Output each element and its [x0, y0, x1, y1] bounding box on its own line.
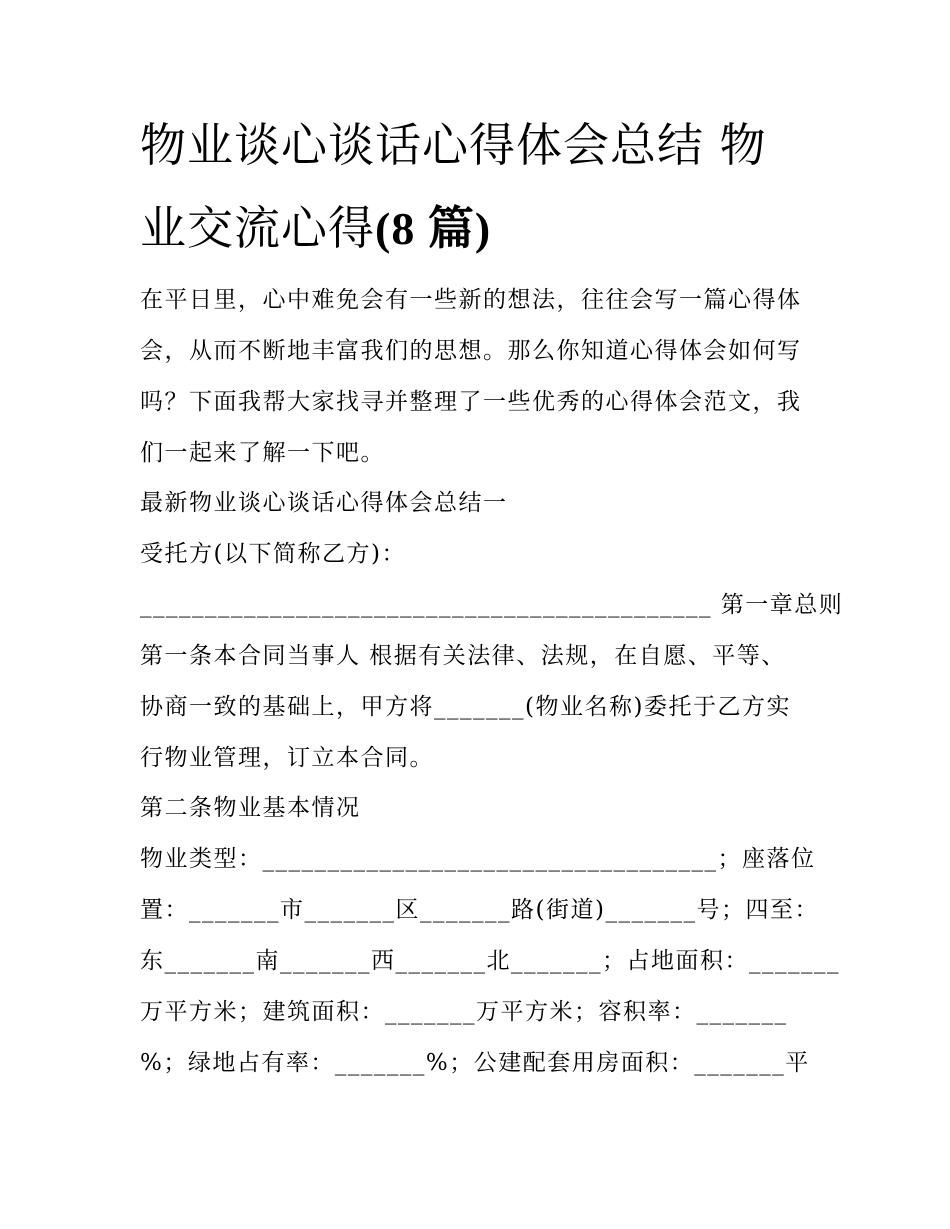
- body-line: 第二条物业基本情况: [140, 795, 361, 821]
- body-line: 置：_______市_______区_______路(街道)_______号；四至：: [140, 897, 819, 923]
- title-text-1: 物业谈心谈话心得体会总结 物: [140, 118, 767, 172]
- body-line: 物业类型：___________________________________；座落位: [140, 846, 816, 872]
- intro-line: 们一起来了解一下吧。: [140, 440, 385, 466]
- intro-line: 吗？下面我帮大家找寻并整理了一些优秀的心得体会范文，我: [140, 389, 802, 415]
- document-title-line-2: [140, 198, 491, 259]
- body-line: ____________________________________________ 第一章总则: [140, 592, 844, 618]
- body-line: 协商一致的基础上，甲方将_______(物业名称)委托于乙方实: [140, 694, 791, 720]
- body-line: 第一条本合同当事人 根据有关法律、法规，在自愿、平等、: [140, 643, 786, 669]
- body-line: %；绿地占有率：_______%；公建配套用房面积：_______平: [140, 1050, 810, 1076]
- title-text-2: 业交流心得: [140, 201, 375, 255]
- body-line: 受托方(以下简称乙方)：: [140, 541, 406, 567]
- body-line: 万平方米；建筑面积：_______万平方米；容积率：_______: [140, 999, 788, 1025]
- title-count: (8 篇): [375, 203, 492, 254]
- section-heading: 最新物业谈心谈话心得体会总结一: [140, 490, 508, 516]
- intro-line: 在平日里，心中难免会有一些新的想法，往往会写一篇心得体: [140, 287, 802, 313]
- body-line: 行物业管理，订立本合同。: [140, 745, 434, 771]
- intro-line: 会，从而不断地丰富我们的思想。那么你知道心得体会如何写: [140, 338, 802, 364]
- body-line: 东_______南_______西_______北_______；占地面积：_______: [140, 948, 840, 974]
- document-title-line-1: [140, 115, 767, 175]
